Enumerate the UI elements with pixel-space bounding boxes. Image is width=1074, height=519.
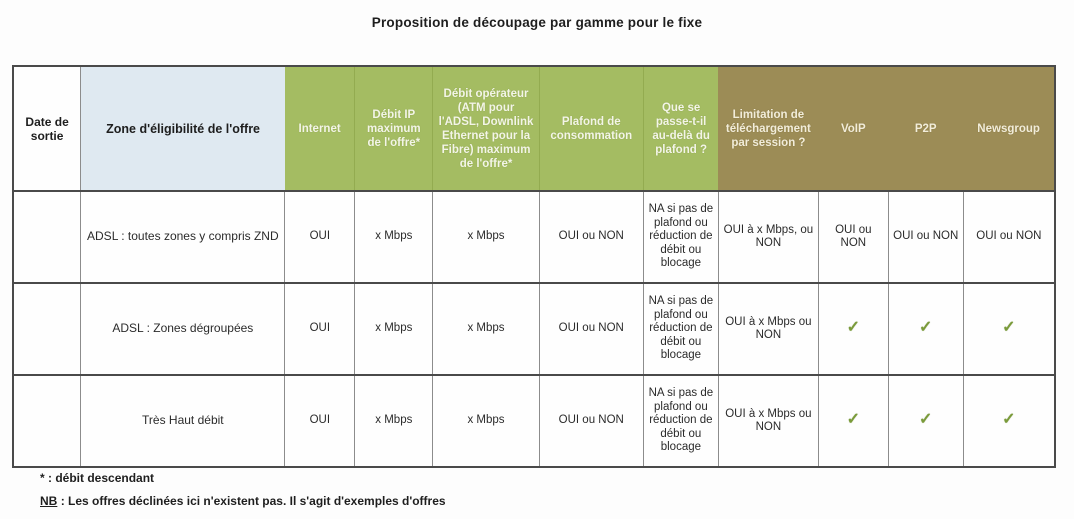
cell-internet: OUI xyxy=(285,283,355,375)
check-icon: ✓ xyxy=(919,319,933,337)
header-au-dela-plafond: Que se passe-t-il au-delà du plafond ? xyxy=(643,66,718,191)
footnote-nb xyxy=(40,494,446,508)
footnote-text: : Les offres déclinées ici n'existent pas. Il s'agit d'exemples d'offres xyxy=(60,494,446,508)
cell-plafond: OUI ou NON xyxy=(539,191,643,283)
header-date-de-sortie: Date de sortie xyxy=(13,66,81,191)
cell-voip: OUI ou NON xyxy=(818,191,888,283)
cell-internet: OUI xyxy=(285,191,355,283)
header-plafond-consommation: Plafond de consommation xyxy=(539,66,643,191)
cell-au-dela: NA si pas de plafond ou réduction de débit ou blocage xyxy=(643,283,718,375)
cell-voip xyxy=(818,375,888,467)
cell-p2p: OUI ou NON xyxy=(888,191,963,283)
check-icon: ✓ xyxy=(846,319,861,337)
check-icon: ✓ xyxy=(1002,319,1016,337)
cell-date xyxy=(13,375,81,467)
cell-p2p xyxy=(888,375,963,467)
cell-plafond: OUI ou NON xyxy=(539,283,643,375)
cell-debit-ip: x Mbps xyxy=(355,191,433,283)
cell-date xyxy=(13,191,81,283)
cell-newsgroup xyxy=(963,375,1055,467)
cell-date xyxy=(13,283,81,375)
asterisk-marker: * xyxy=(40,471,45,485)
cell-plafond: OUI ou NON xyxy=(539,375,643,467)
header-zone-eligibilite: Zone d'éligibilité de l'offre xyxy=(81,66,285,191)
cell-limitation: OUI à x Mbps ou NON xyxy=(718,283,818,375)
cell-debit-operateur: x Mbps xyxy=(433,191,539,283)
header-row xyxy=(13,66,1055,191)
header-limitation-telechargement: Limitation de téléchargement par session ? xyxy=(718,66,818,191)
cell-au-dela: NA si pas de plafond ou réduction de débit ou blocage xyxy=(643,191,718,283)
cell-debit-operateur: x Mbps xyxy=(433,283,539,375)
offer-range-table xyxy=(12,65,1056,468)
footnote-debit-descendant xyxy=(40,471,446,485)
cell-p2p xyxy=(888,283,963,375)
cell-zone: ADSL : toutes zones y compris ZND xyxy=(81,191,285,283)
cell-debit-ip: x Mbps xyxy=(355,283,433,375)
header-newsgroup: Newsgroup xyxy=(963,66,1055,191)
header-debit-operateur: Débit opérateur (ATM pour l'ADSL, Downlink Ethernet pour la Fibre) maximum de l'offre* xyxy=(433,66,539,191)
check-icon: ✓ xyxy=(846,411,861,429)
header-internet: Internet xyxy=(285,66,355,191)
cell-newsgroup: OUI ou NON xyxy=(963,191,1055,283)
table-row-adsl-zones-degroupees xyxy=(13,283,1055,375)
check-icon: ✓ xyxy=(1002,411,1016,429)
footnote-text: : débit descendant xyxy=(48,471,155,485)
cell-newsgroup xyxy=(963,283,1055,375)
cell-voip xyxy=(818,283,888,375)
cell-zone: Très Haut débit xyxy=(81,375,285,467)
cell-limitation: OUI à x Mbps, ou NON xyxy=(718,191,818,283)
table-row-tres-haut-debit xyxy=(13,375,1055,467)
nb-marker: NB xyxy=(40,494,58,508)
cell-zone: ADSL : Zones dégroupées xyxy=(81,283,285,375)
header-debit-ip: Débit IP maximum de l'offre* xyxy=(355,66,433,191)
cell-debit-ip: x Mbps xyxy=(355,375,433,467)
table-row-adsl-toutes-zones xyxy=(13,191,1055,283)
page-title: Proposition de découpage par gamme pour le fixe xyxy=(371,15,703,30)
check-icon: ✓ xyxy=(919,411,933,429)
header-voip: VoIP xyxy=(818,66,888,191)
header-p2p: P2P xyxy=(888,66,963,191)
footnotes xyxy=(40,471,446,517)
cell-debit-operateur: x Mbps xyxy=(433,375,539,467)
cell-au-dela: NA si pas de plafond ou réduction de débit ou blocage xyxy=(643,375,718,467)
cell-limitation: OUI à x Mbps ou NON xyxy=(718,375,818,467)
cell-internet: OUI xyxy=(285,375,355,467)
